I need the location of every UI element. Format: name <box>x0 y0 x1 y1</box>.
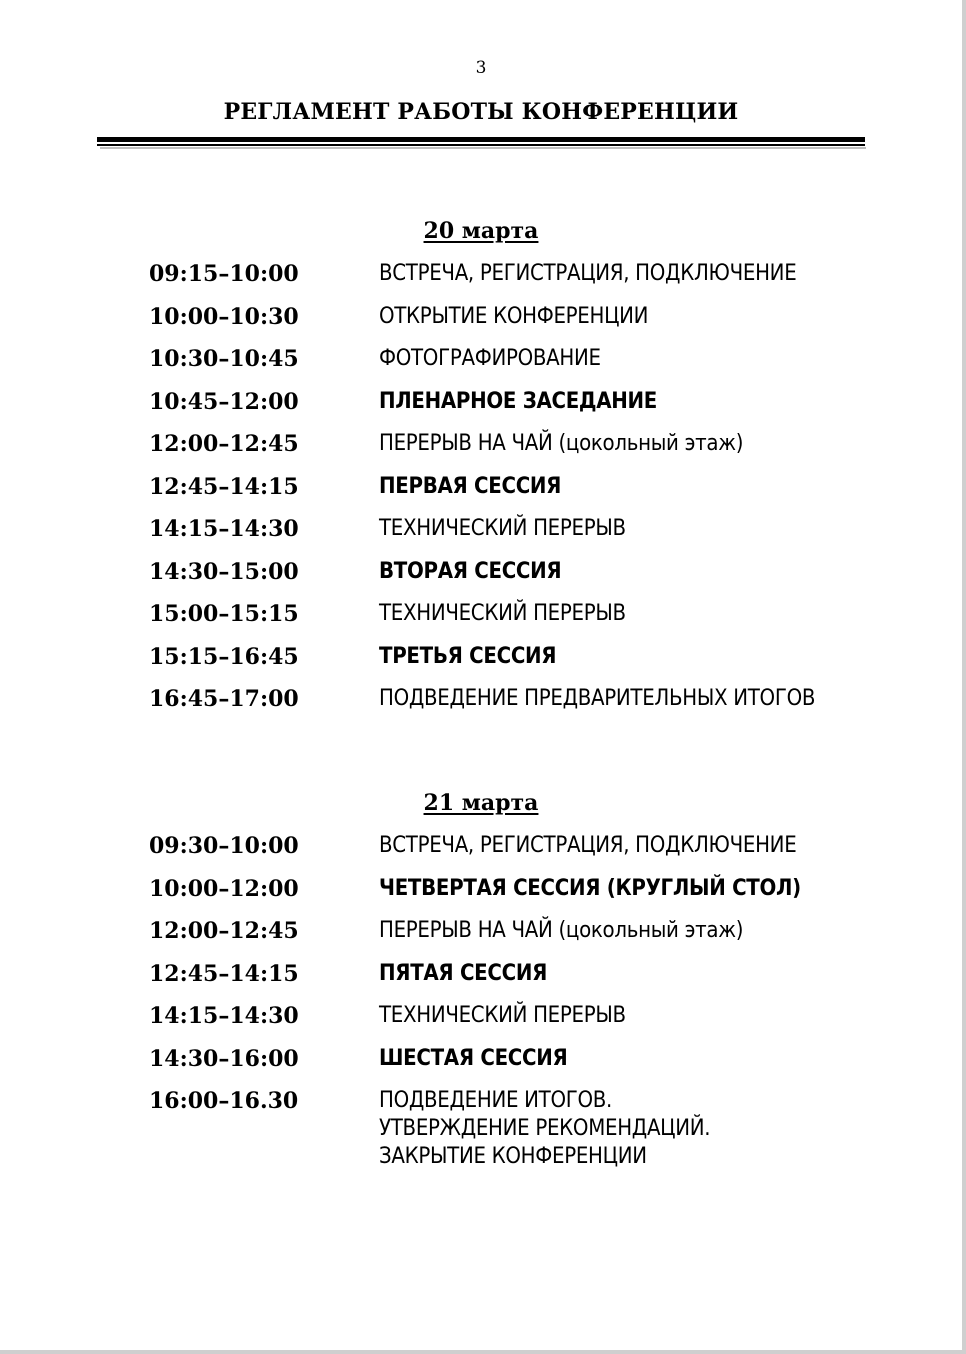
session-label: ВТОРАЯ СЕССИЯ <box>379 558 562 584</box>
schedule-row <box>0 832 962 875</box>
title-divider <box>97 137 865 146</box>
day-section-1 <box>0 218 962 728</box>
activity-label: ТЕХНИЧЕСКИЙ ПЕРЕРЫВ <box>379 516 626 541</box>
activity-label: ПОДВЕДЕНИЕ ПРЕДВАРИТЕЛЬНЫХ ИТОГОВ <box>379 686 816 711</box>
schedule-row <box>0 1045 962 1088</box>
schedule-row <box>0 960 962 1003</box>
session-label: ПЯТАЯ СЕССИЯ <box>379 960 548 986</box>
time-range: 14:30–16:00 <box>149 1045 299 1072</box>
location-note: (цокольный этаж) <box>552 918 744 943</box>
session-label: ПЛЕНАРНОЕ ЗАСЕДАНИЕ <box>379 388 658 414</box>
time-range: 09:30–10:00 <box>149 833 299 859</box>
activity-label: ТЕХНИЧЕСКИЙ ПЕРЕРЫВ <box>379 1003 626 1028</box>
time-range: 15:15–16:45 <box>149 643 299 670</box>
schedule-row <box>0 303 962 346</box>
session-label: ПЕРВАЯ СЕССИЯ <box>379 473 562 499</box>
schedule-row <box>0 515 962 558</box>
schedule-row <box>0 875 962 918</box>
page-title: РЕГЛАМЕНТ РАБОТЫ КОНФЕРЕНЦИИ <box>223 99 739 125</box>
location-note: (цокольный этаж) <box>552 431 744 456</box>
time-range: 12:00–12:45 <box>149 431 299 457</box>
time-range: 14:15–14:30 <box>149 516 299 542</box>
session-label: ЧЕТВЕРТАЯ СЕССИЯ (КРУГЛЫЙ СТОЛ) <box>379 875 801 901</box>
schedule-row <box>0 1002 962 1045</box>
time-range: 09:15–10:00 <box>149 261 299 287</box>
activity-line: ЗАКРЫТИЕ КОНФЕРЕНЦИИ <box>379 1144 647 1169</box>
session-label: ТРЕТЬЯ СЕССИЯ <box>379 643 557 669</box>
time-range: 12:00–12:45 <box>149 918 299 944</box>
schedule-list <box>0 260 962 728</box>
session-label: ШЕСТАЯ СЕССИЯ <box>379 1045 568 1071</box>
activity-label: ФОТОГРАФИРОВАНИЕ <box>379 346 601 371</box>
activity-label: ВСТРЕЧА, РЕГИСТРАЦИЯ, ПОДКЛЮЧЕНИЕ <box>379 833 797 858</box>
activity-text: ПЕРЕРЫВ НА ЧАЙ <box>379 431 553 456</box>
page-number: 3 <box>475 58 487 78</box>
time-range: 16:00–16.30 <box>149 1088 299 1114</box>
day-heading: 21 марта <box>423 790 539 816</box>
activity-label: ВСТРЕЧА, РЕГИСТРАЦИЯ, ПОДКЛЮЧЕНИЕ <box>379 261 797 286</box>
schedule-row <box>0 1087 962 1171</box>
time-range: 10:30–10:45 <box>149 346 299 372</box>
title-divider-shadow <box>100 147 866 149</box>
activity-text: ПЕРЕРЫВ НА ЧАЙ <box>379 918 553 943</box>
schedule-row <box>0 345 962 388</box>
schedule-row <box>0 643 962 686</box>
time-range: 15:00–15:15 <box>149 601 299 627</box>
day-heading: 20 марта <box>423 218 539 244</box>
time-range: 14:15–14:30 <box>149 1003 299 1029</box>
schedule-list <box>0 832 962 1171</box>
time-range: 16:45–17:00 <box>149 686 299 712</box>
activity-label <box>379 430 879 458</box>
activity-line: ПОДВЕДЕНИЕ ИТОГОВ. <box>379 1088 613 1113</box>
schedule-row <box>0 600 962 643</box>
time-range: 10:00–12:00 <box>149 875 299 902</box>
schedule-row <box>0 473 962 516</box>
activity-label: ТЕХНИЧЕСКИЙ ПЕРЕРЫВ <box>379 601 626 626</box>
time-range: 14:30–15:00 <box>149 558 299 585</box>
schedule-row <box>0 558 962 601</box>
day-section-2 <box>0 790 962 1171</box>
time-range: 12:45–14:15 <box>149 473 299 500</box>
activity-label <box>379 1087 879 1171</box>
schedule-row <box>0 685 962 728</box>
time-range: 10:00–10:30 <box>149 303 299 330</box>
schedule-row <box>0 430 962 473</box>
schedule-row <box>0 917 962 960</box>
activity-label <box>379 917 879 945</box>
activity-label: ОТКРЫТИЕ КОНФЕРЕНЦИИ <box>379 303 649 329</box>
time-range: 12:45–14:15 <box>149 960 299 987</box>
schedule-row <box>0 388 962 431</box>
time-range: 10:45–12:00 <box>149 388 299 415</box>
schedule-row <box>0 260 962 303</box>
activity-line: УТВЕРЖДЕНИЕ РЕКОМЕНДАЦИЙ. <box>379 1116 711 1141</box>
